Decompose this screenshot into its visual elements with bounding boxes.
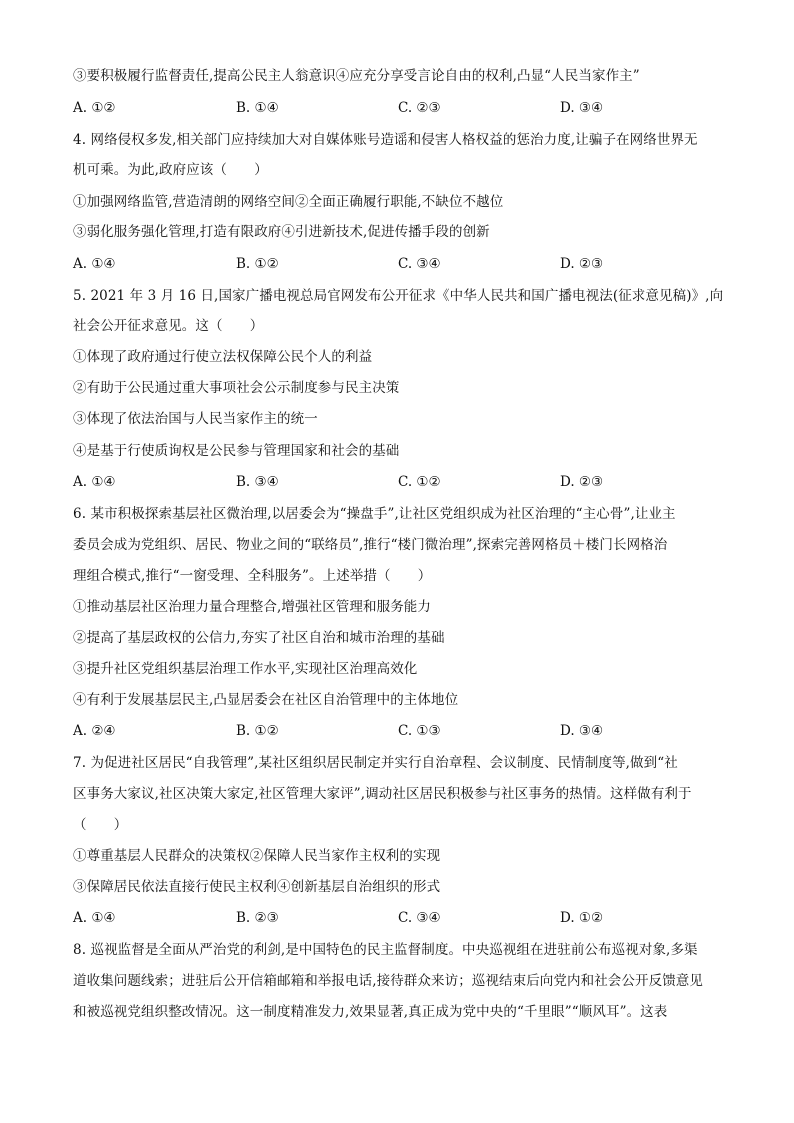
q8-stem-line-2: 道收集问题线索；进驻后公开信箱邮箱和举报电话,接待群众来访；巡视结束后向党内和社会公开反馈意见 <box>73 973 703 989</box>
q6-option-a: A. ②④ <box>73 723 116 739</box>
q4-statement-3-4: ③弱化服务强化管理,打造有限政府④引进新技术,促进传播手段的创新 <box>73 224 490 240</box>
q4-option-d: D. ②③ <box>560 256 604 272</box>
q6-stem-line-1: 6. 某市积极探索基层社区微治理,以居委会为“操盘手”,让社区党组织成为社区治理的“主心骨”,让业主 <box>73 506 676 522</box>
q7-statement-3-4: ③保障居民依法直接行使民主权利④创新基层自治组织的形式 <box>73 879 441 895</box>
q7-option-a: A. ①④ <box>73 910 116 926</box>
q6-statement-1: ①推动基层社区治理力量合理整合,增强社区管理和服务能力 <box>73 599 431 615</box>
q8-stem-line-1: 8. 巡视监督是全面从严治党的利剑,是中国特色的民主监督制度。中央巡视组在进驻前公布巡视对象,多渠 <box>73 942 698 958</box>
q7-stem-line-2: 区事务大家议,社区决策大家定,社区管理大家评”,调动社区居民积极参与社区事务的热情。这样做有利于 <box>73 786 692 802</box>
q5-option-a: A. ①④ <box>73 474 116 490</box>
q8-stem-line-3: 和被巡视党组织整改情况。这一制度精准发力,效果显著,真正成为党中央的“千里眼”“顺风耳”。这表 <box>73 1004 668 1020</box>
q4-options <box>73 254 723 274</box>
q5-stem-line-2: 社会公开征求意见。这（ ） <box>73 318 264 334</box>
q5-option-d: D. ②③ <box>560 474 604 490</box>
q5-statement-1: ①体现了政府通过行使立法权保障公民个人的利益 <box>73 349 373 365</box>
q6-option-c: C. ①③ <box>398 723 441 739</box>
q3-option-d: D. ③④ <box>560 100 604 116</box>
q7-statement-1-2: ①尊重基层人民群众的决策权②保障人民当家作主权利的实现 <box>73 848 441 864</box>
q6-option-b: B. ①② <box>236 723 279 739</box>
q3-option-c: C. ②③ <box>398 100 441 116</box>
q5-option-c: C. ①② <box>398 474 441 490</box>
q5-statement-3: ③体现了依法治国与人民当家作主的统一 <box>73 411 318 427</box>
q5-option-b: B. ③④ <box>236 474 279 490</box>
q4-statement-1-2: ①加强网络监管,营造清朗的网络空间②全面正确履行职能,不缺位不越位 <box>73 194 504 210</box>
q7-option-b: B. ②③ <box>236 910 279 926</box>
q5-options <box>73 472 723 492</box>
q7-option-d: D. ①② <box>560 910 604 926</box>
q6-option-d: D. ③④ <box>560 723 604 739</box>
q4-option-c: C. ③④ <box>398 256 441 272</box>
q7-stem-line-3: （ ） <box>73 817 128 833</box>
q7-stem-line-1: 7. 为促进社区居民“自我管理”,某社区组织居民制定并实行自治章程、会议制度、民情制度等,做到“社 <box>73 755 678 771</box>
q6-stem-line-2: 委员会成为党组织、居民、物业之间的“联络员”,推行“楼门微治理”,探索完善网格员＋楼门长网格治 <box>73 537 668 553</box>
q4-stem-line-1: 4. 网络侵权多发,相关部门应持续加大对自媒体账号造谣和侵害人格权益的惩治力度,让骗子在网络世界无 <box>73 132 698 148</box>
q5-stem-line-1: 5. 2021 年 3 月 16 日,国家广播电视总局官网发布公开征求《中华人民共和国广播电视法(征求意见稿)》,向 <box>73 288 724 304</box>
q6-statement-3: ③提升社区党组织基层治理工作水平,实现社区治理高效化 <box>73 661 418 677</box>
q6-options <box>73 721 723 741</box>
q7-option-c: C. ③④ <box>398 910 441 926</box>
q6-stem-line-3: 理组合模式,推行“一窗受理、全科服务”。上述举措（ ） <box>73 568 432 584</box>
q3-option-b: B. ①④ <box>236 100 279 116</box>
q5-statement-2: ②有助于公民通过重大事项社会公示制度参与民主决策 <box>73 380 400 396</box>
q3-options <box>73 98 723 118</box>
q7-options <box>73 908 723 928</box>
q6-statement-2: ②提高了基层政权的公信力,夯实了社区自治和城市治理的基础 <box>73 630 445 646</box>
q4-option-b: B. ①② <box>236 256 279 272</box>
q6-statement-4: ④有利于发展基层民主,凸显居委会在社区自治管理中的主体地位 <box>73 692 459 708</box>
q5-statement-4: ④是基于行使质询权是公民参与管理国家和社会的基础 <box>73 443 400 459</box>
q4-stem-line-2: 机可乘。为此,政府应该（ ） <box>73 162 268 178</box>
q4-option-a: A. ①④ <box>73 256 116 272</box>
q3-option-a: A. ①② <box>73 100 116 116</box>
q3-statement-3-4: ③要积极履行监督责任,提高公民主人翁意识④应充分享受言论自由的权利,凸显“人民当家作主” <box>73 68 640 84</box>
